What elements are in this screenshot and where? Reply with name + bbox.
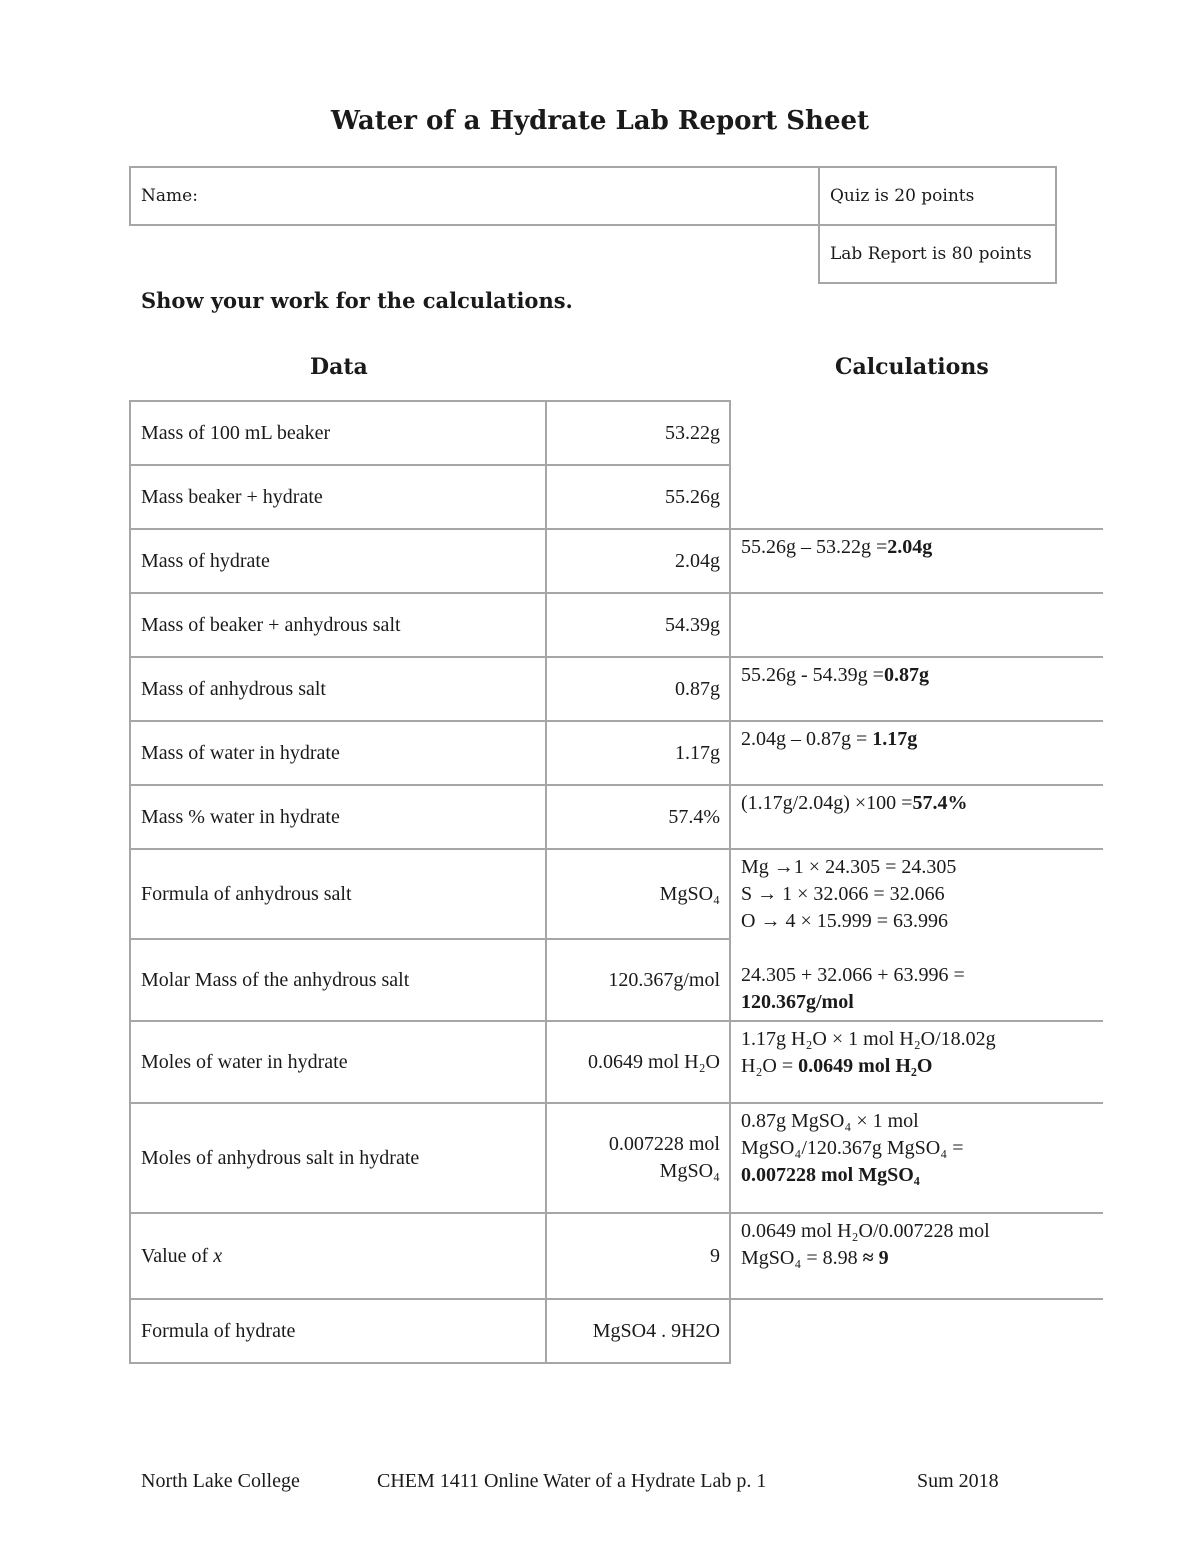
row-value[interactable]: 57.4% [546,785,730,849]
table-row [130,529,1103,593]
row-label: Mass of water in hydrate [130,721,546,785]
table-row [130,401,1103,465]
row-value[interactable]: 120.367g/mol [546,939,730,1021]
table-row [130,1299,1103,1363]
footer-term: Sum 2018 [917,1470,999,1492]
row-value[interactable]: 53.22g [546,401,730,465]
row-label: Mass of 100 mL beaker [130,401,546,465]
table-row [130,1021,1103,1103]
row-label: Formula of anhydrous salt [130,849,546,939]
table-row [130,1213,1103,1299]
name-field[interactable] [130,167,819,225]
quiz-points: Quiz is 20 points [819,167,1056,225]
row-calc[interactable]: 2.04g – 0.87g = 1.17g [730,721,1103,785]
report-points: Lab Report is 80 points [819,225,1056,283]
instruction: Show your work for the calculations. [141,288,573,313]
row-calc[interactable]: 1.17g H₂O × 1 mol H₂O/18.02g H₂O = 0.0649 mol H₂O [730,1021,1103,1103]
row-calc[interactable]: 24.305 + 32.066 + 63.996 = 120.367g/mol [730,939,1103,1021]
row-label: Molar Mass of the anhydrous salt [130,939,546,1021]
row-value[interactable]: 0.0649 mol H₂O [546,1021,730,1103]
row-calc[interactable]: 55.26g – 53.22g =2.04g [730,529,1103,593]
variable-x: x [213,1244,223,1267]
footer-course: CHEM 1411 Online Water of a Hydrate Lab p. 1 [377,1470,767,1492]
page-title: Water of a Hydrate Lab Report Sheet [330,106,870,136]
row-label: Moles of water in hydrate [130,1021,546,1103]
row-label: Mass beaker + hydrate [130,465,546,529]
row-label: Mass of beaker + anhydrous salt [130,593,546,657]
row-calc[interactable]: (1.17g/2.04g) ×100 =57.4% [730,785,1103,849]
table-row [130,849,1103,939]
row-calc[interactable] [730,401,1103,465]
row-value[interactable]: MgSO4 . 9H2O [546,1299,730,1363]
row-value[interactable]: 55.26g [546,465,730,529]
row-calc[interactable] [730,465,1103,529]
row-calc[interactable] [730,593,1103,657]
table-row [130,939,1103,1021]
blank-cell [130,225,819,283]
calculations-column-heading: Calculations [835,354,989,380]
row-calc[interactable]: 0.0649 mol H₂O/0.007228 mol MgSO₄ = 8.98 ≈ 9 [730,1213,1103,1299]
row-calc[interactable] [730,1299,1103,1363]
data-table [129,400,1103,1364]
row-label: Mass of anhydrous salt [130,657,546,721]
row-value[interactable]: 0.87g [546,657,730,721]
row-value[interactable]: 0.007228 mol MgSO₄ [546,1103,730,1213]
table-row [130,465,1103,529]
row-value[interactable]: MgSO₄ [546,849,730,939]
name-label: Name: [141,186,198,206]
row-value[interactable]: 9 [546,1213,730,1299]
data-column-heading: Data [310,354,368,380]
row-value[interactable]: 1.17g [546,721,730,785]
row-calc[interactable]: 0.87g MgSO₄ × 1 mol MgSO₄/120.367g MgSO₄ = 0.007228 mol MgSO₄ [730,1103,1103,1213]
row-calc[interactable]: Mg →1 × 24.305 = 24.305 S → 1 × 32.066 = 32.066 O → 4 × 15.999 = 63.996 [730,849,1103,939]
row-calc[interactable]: 55.26g - 54.39g =0.87g [730,657,1103,721]
table-row [130,1103,1103,1213]
header-table [129,166,1057,284]
row-label: Formula of hydrate [130,1299,546,1363]
table-row [130,721,1103,785]
table-row [130,657,1103,721]
footer-college: North Lake College [141,1470,300,1492]
table-row [130,593,1103,657]
row-label: Moles of anhydrous salt in hydrate [130,1103,546,1213]
row-label: Mass % water in hydrate [130,785,546,849]
table-row [130,785,1103,849]
row-value[interactable]: 2.04g [546,529,730,593]
row-value[interactable]: 54.39g [546,593,730,657]
row-label: Value of x [130,1213,546,1299]
row-label: Mass of hydrate [130,529,546,593]
